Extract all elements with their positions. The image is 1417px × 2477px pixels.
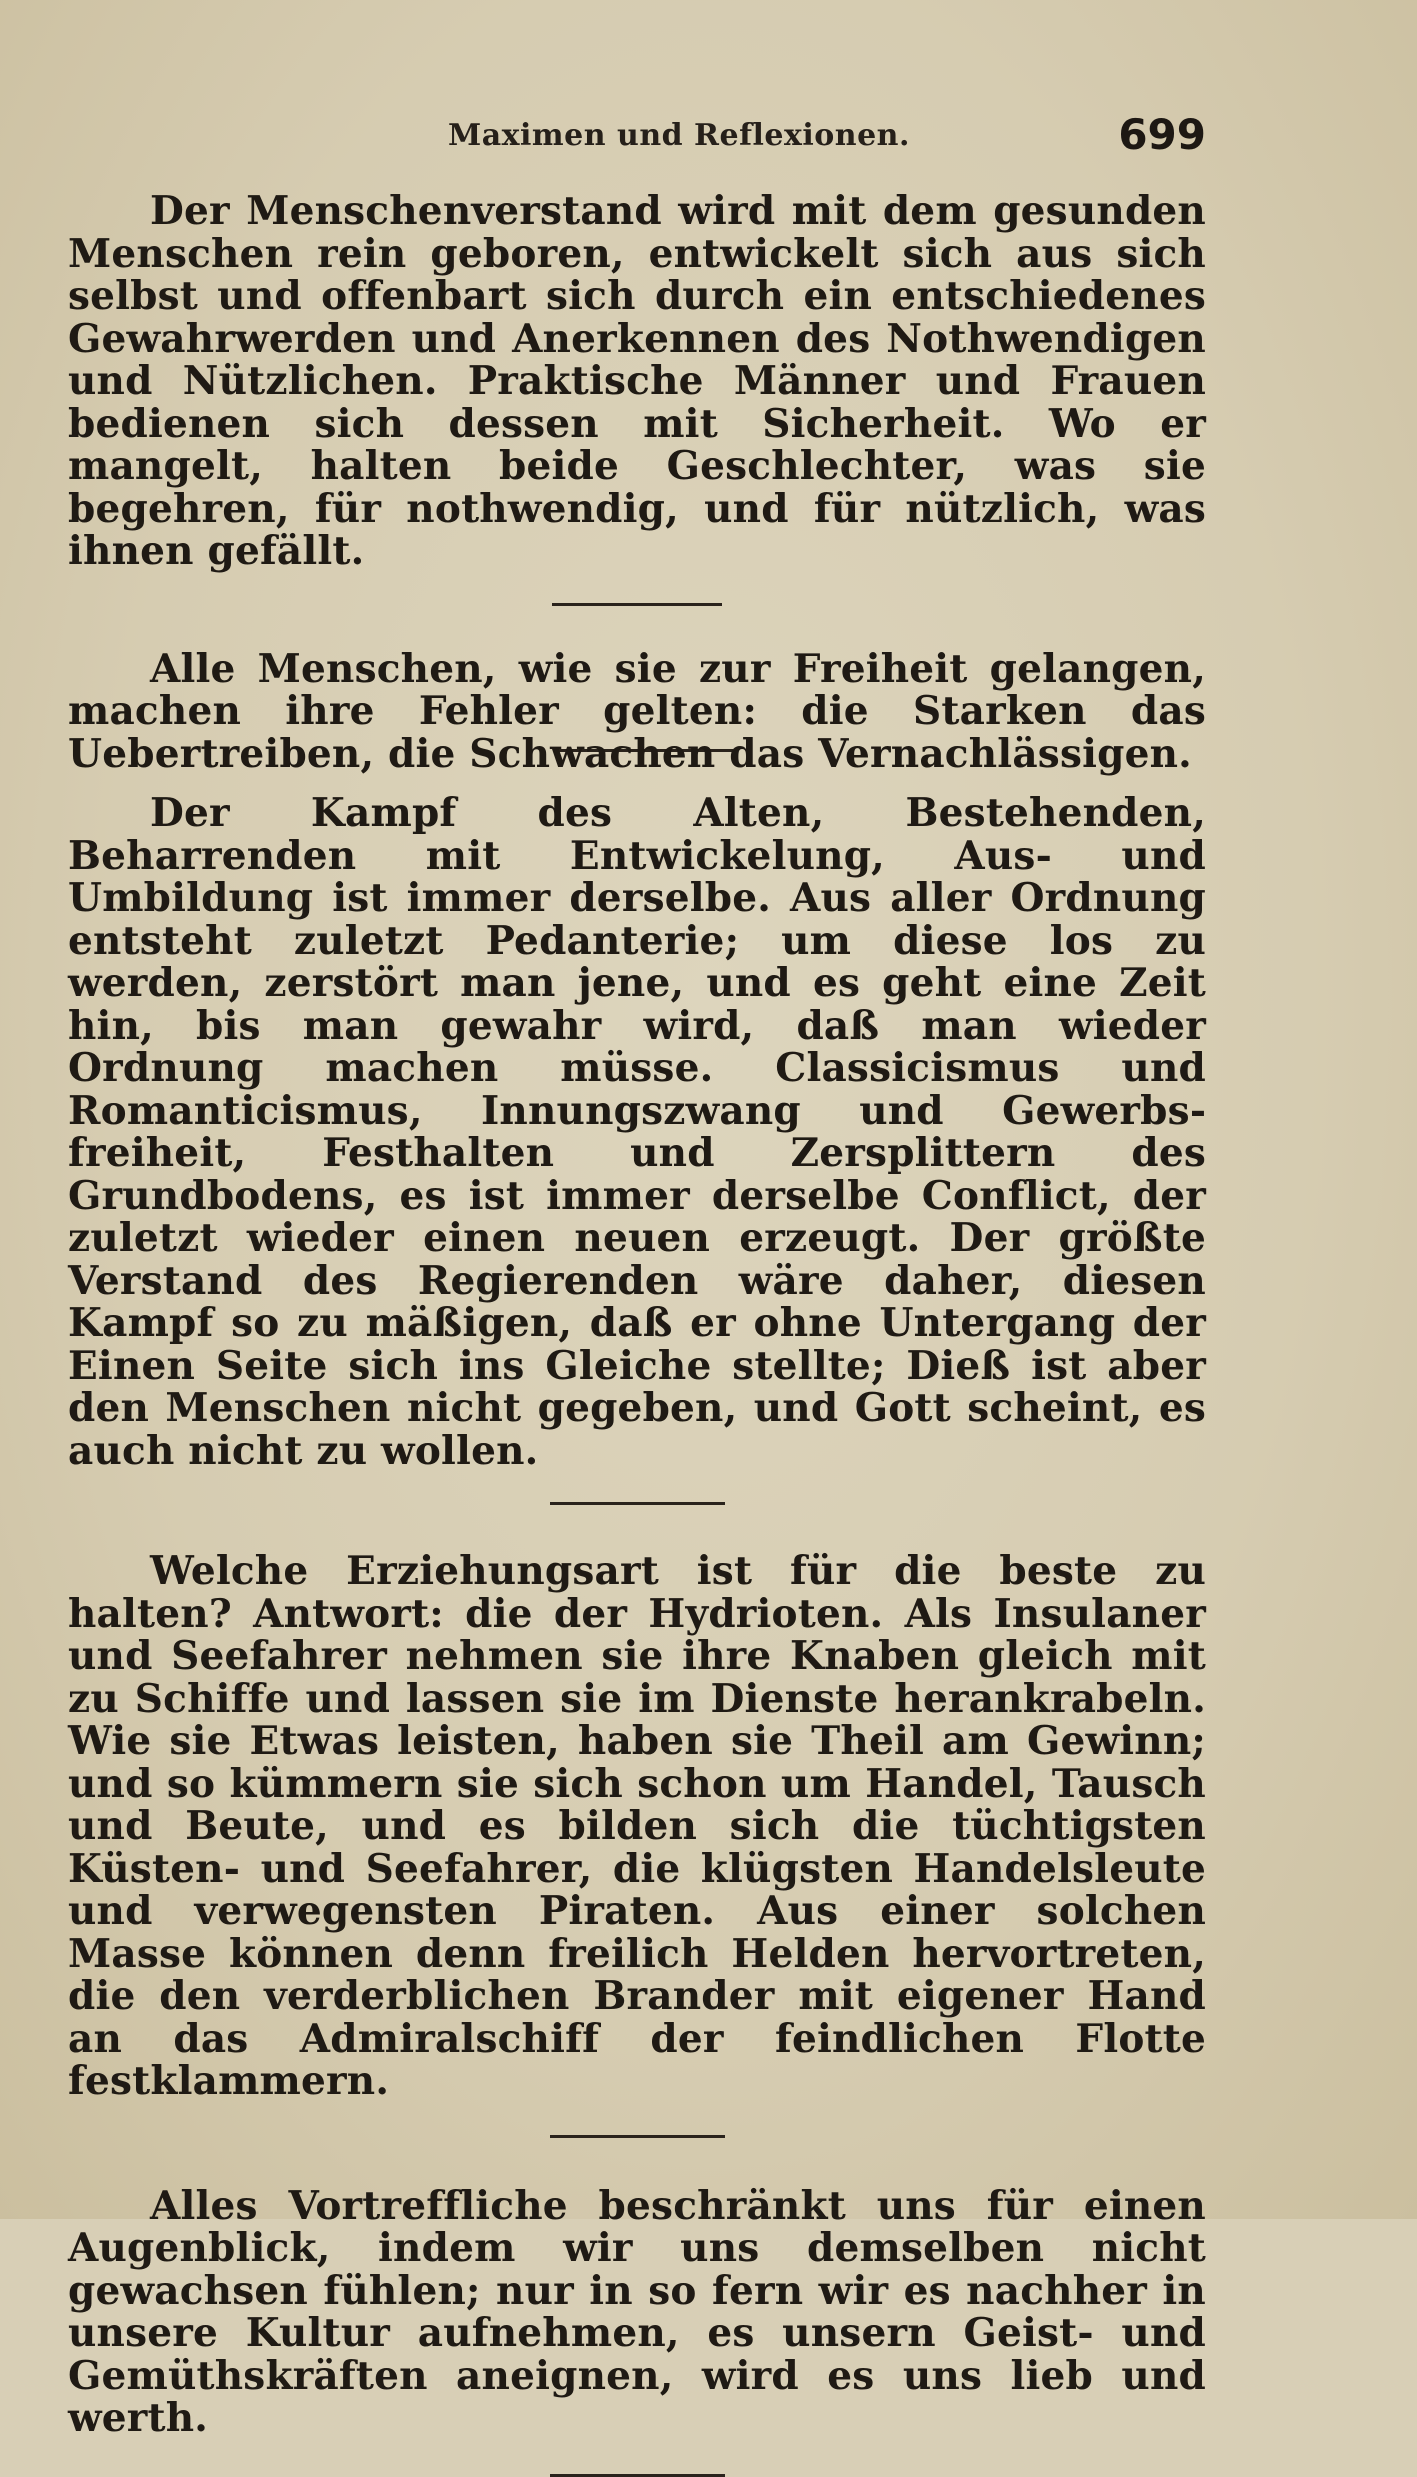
page-number: 699 xyxy=(1118,110,1206,159)
paragraph-3: Der Kampf des Alten, Bestehenden, Beharrenden mit Entwickelung, Aus- und Umbildung ist immer derselbe. Aus aller Ordnung entsteht zuletzt Pedanterie; um diese los zu werden, zerstört man jene, und es geht eine Zeit hin, bis man gewahr wird, daß man wieder Ordnung machen müsse. Classicismus und Romanticismus, Innungszwang und Gewerbsfreiheit, Festhalten und Zersplittern des Grundbodens, es ist immer derselbe Conflict, der zuletzt wieder einen neuen erzeugt. Der größte Verstand des Regierenden wäre daher, diesen Kampf so zu mäßigen, daß er ohne Untergang der Einen Seite sich ins Gleiche stellte; Dieß ist aber den Menschen nicht gegeben, und Gott scheint, es auch nicht zu wollen. xyxy=(68,790,1206,1474)
paragraph-5: Alles Vortreffliche beschränkt uns für einen Augenblick, indem wir uns demselben nicht gewachsen fühlen; nur in so fern wir es nachher in unsere Kultur aufnehmen, es unsern Geist- und Gemüthskräften aneignen, wird es uns lieb und werth. xyxy=(68,2182,1206,2441)
paragraph-1: Der Menschenverstand wird mit dem gesunden Menschen rein geboren, entwickelt sich aus sich selbst und offenbart sich durch ein entschiedenes Gewahrwerden und Anerkennen des Nothwendigen und Nützlichen. Praktische Männer und Frauen bedienen sich dessen mit Sicherheit. Wo er mangelt, halten beide Geschlechter, was sie begehren, für nothwendig, und für nützlich, was ihnen gefällt. xyxy=(68,188,1206,574)
page-body xyxy=(68,190,1206,2477)
section-divider xyxy=(550,1502,725,1505)
running-title: Maximen und Reflexionen. xyxy=(448,118,910,153)
paragraph-2: Alle Menschen, wie sie zur Freiheit gelangen, machen ihre Fehler gelten: die Starken das Uebertreiben, die Schwachen das Vernachlässigen. xyxy=(68,645,1206,777)
page-header xyxy=(68,110,1206,170)
paragraph-4: Welche Erziehungsart ist für die beste zu halten? Antwort: die der Hydrioten. Als Insulaner und Seefahrer nehmen sie ihre Knaben gleich mit zu Schiffe und lassen sie im Dienste herankrabeln. Wie sie Etwas leisten, haben sie Theil am Gewinn; und so kümmern sie sich schon um Handel, Tausch und Beute, und es bilden sich die tüchtigsten Küsten- und Seefahrer, die klügsten Handelsleute und verwegensten Piraten. Aus einer solchen Masse können denn freilich Helden hervortreten, die den verderblichen Brander mit eigener Hand an das Admiralschiff der feindlichen Flotte festklammern. xyxy=(68,1548,1206,2104)
section-divider xyxy=(552,603,722,606)
section-divider xyxy=(550,2474,725,2477)
section-divider xyxy=(550,2135,725,2138)
